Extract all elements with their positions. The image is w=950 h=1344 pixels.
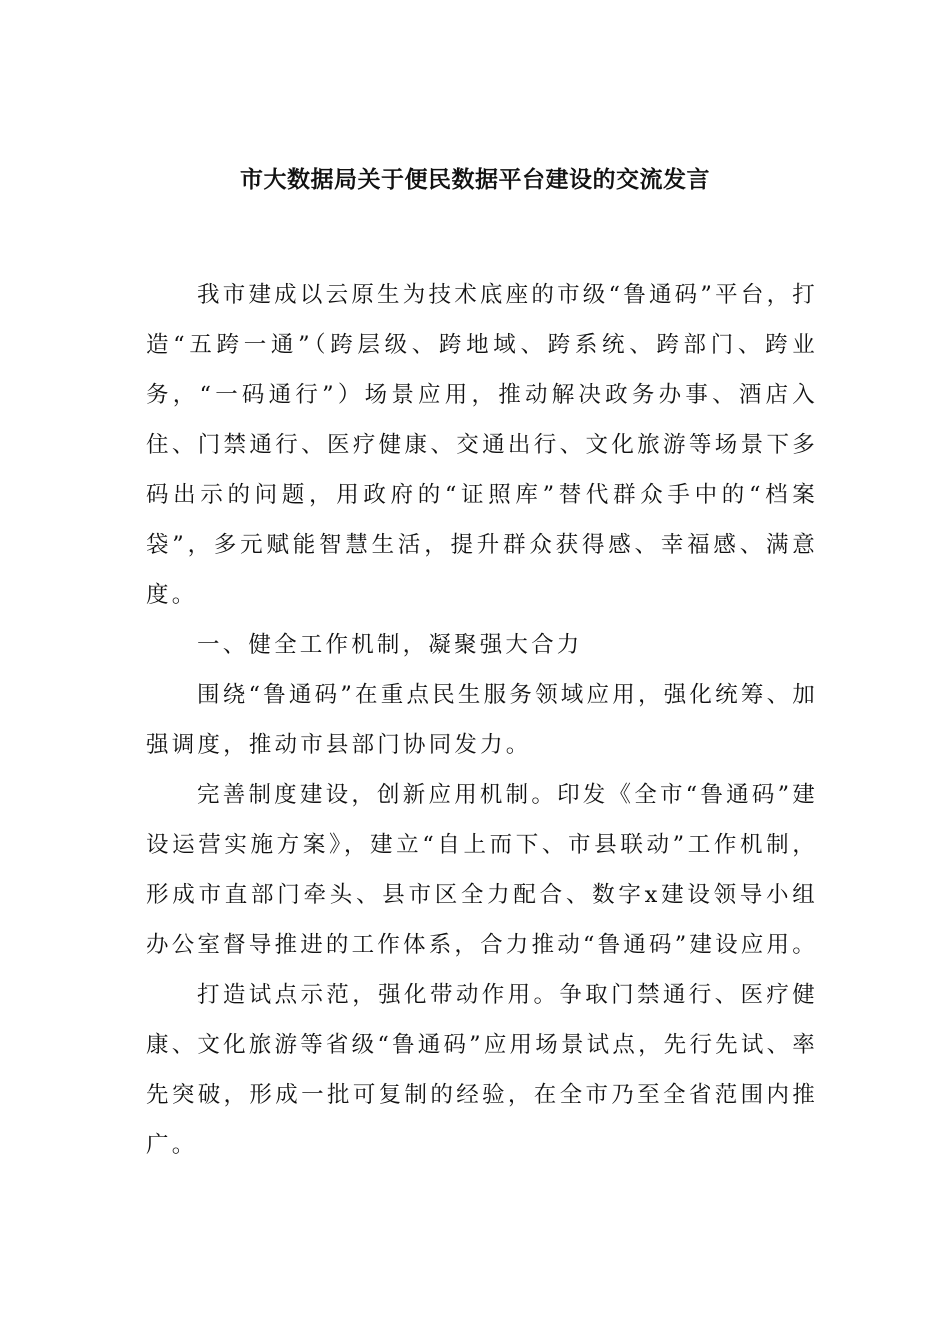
- paragraph-section-1-summary: 围绕“鲁通码”在重点民生服务领域应用，强化统筹、加强调度，推动市县部门协同发力。: [146, 682, 818, 758]
- document-title: 市大数据局关于便民数据平台建设的交流发言: [240, 166, 710, 193]
- paragraph-intro: 我市建成以云原生为技术底座的市级“鲁通码”平台，打造“五跨一通”（跨层级、跨地域、跨系统、跨部门、跨业务，“一码通行”）场景应用，推动解决政务办事、酒店入住、门禁通行、医疗健康、交通出行、文化旅游等场景下多码出示的问题，用政府的“证照库”替代群众手中的“档案袋”，多元赋能智慧生活，提升群众获得感、幸福感、满意度。: [146, 282, 818, 608]
- document-body: [146, 270, 818, 1170]
- section-heading-1: 一、健全工作机制，凝聚强大合力: [197, 632, 583, 658]
- paragraph-pilot-demo: 打造试点示范，强化带动作用。争取门禁通行、医疗健康、文化旅游等省级“鲁通码”应用场景试点，先行先试、率先突破，形成一批可复制的经验，在全市乃至全省范围内推广。: [146, 982, 818, 1158]
- paragraph-system-building: 完善制度建设，创新应用机制。印发《全市“鲁通码”建设运营实施方案》，建立“自上而下、市县联动”工作机制，形成市直部门牵头、县市区全力配合、数字x建设领导小组办公室督导推进的工作体系，合力推动“鲁通码”建设应用。: [146, 782, 818, 958]
